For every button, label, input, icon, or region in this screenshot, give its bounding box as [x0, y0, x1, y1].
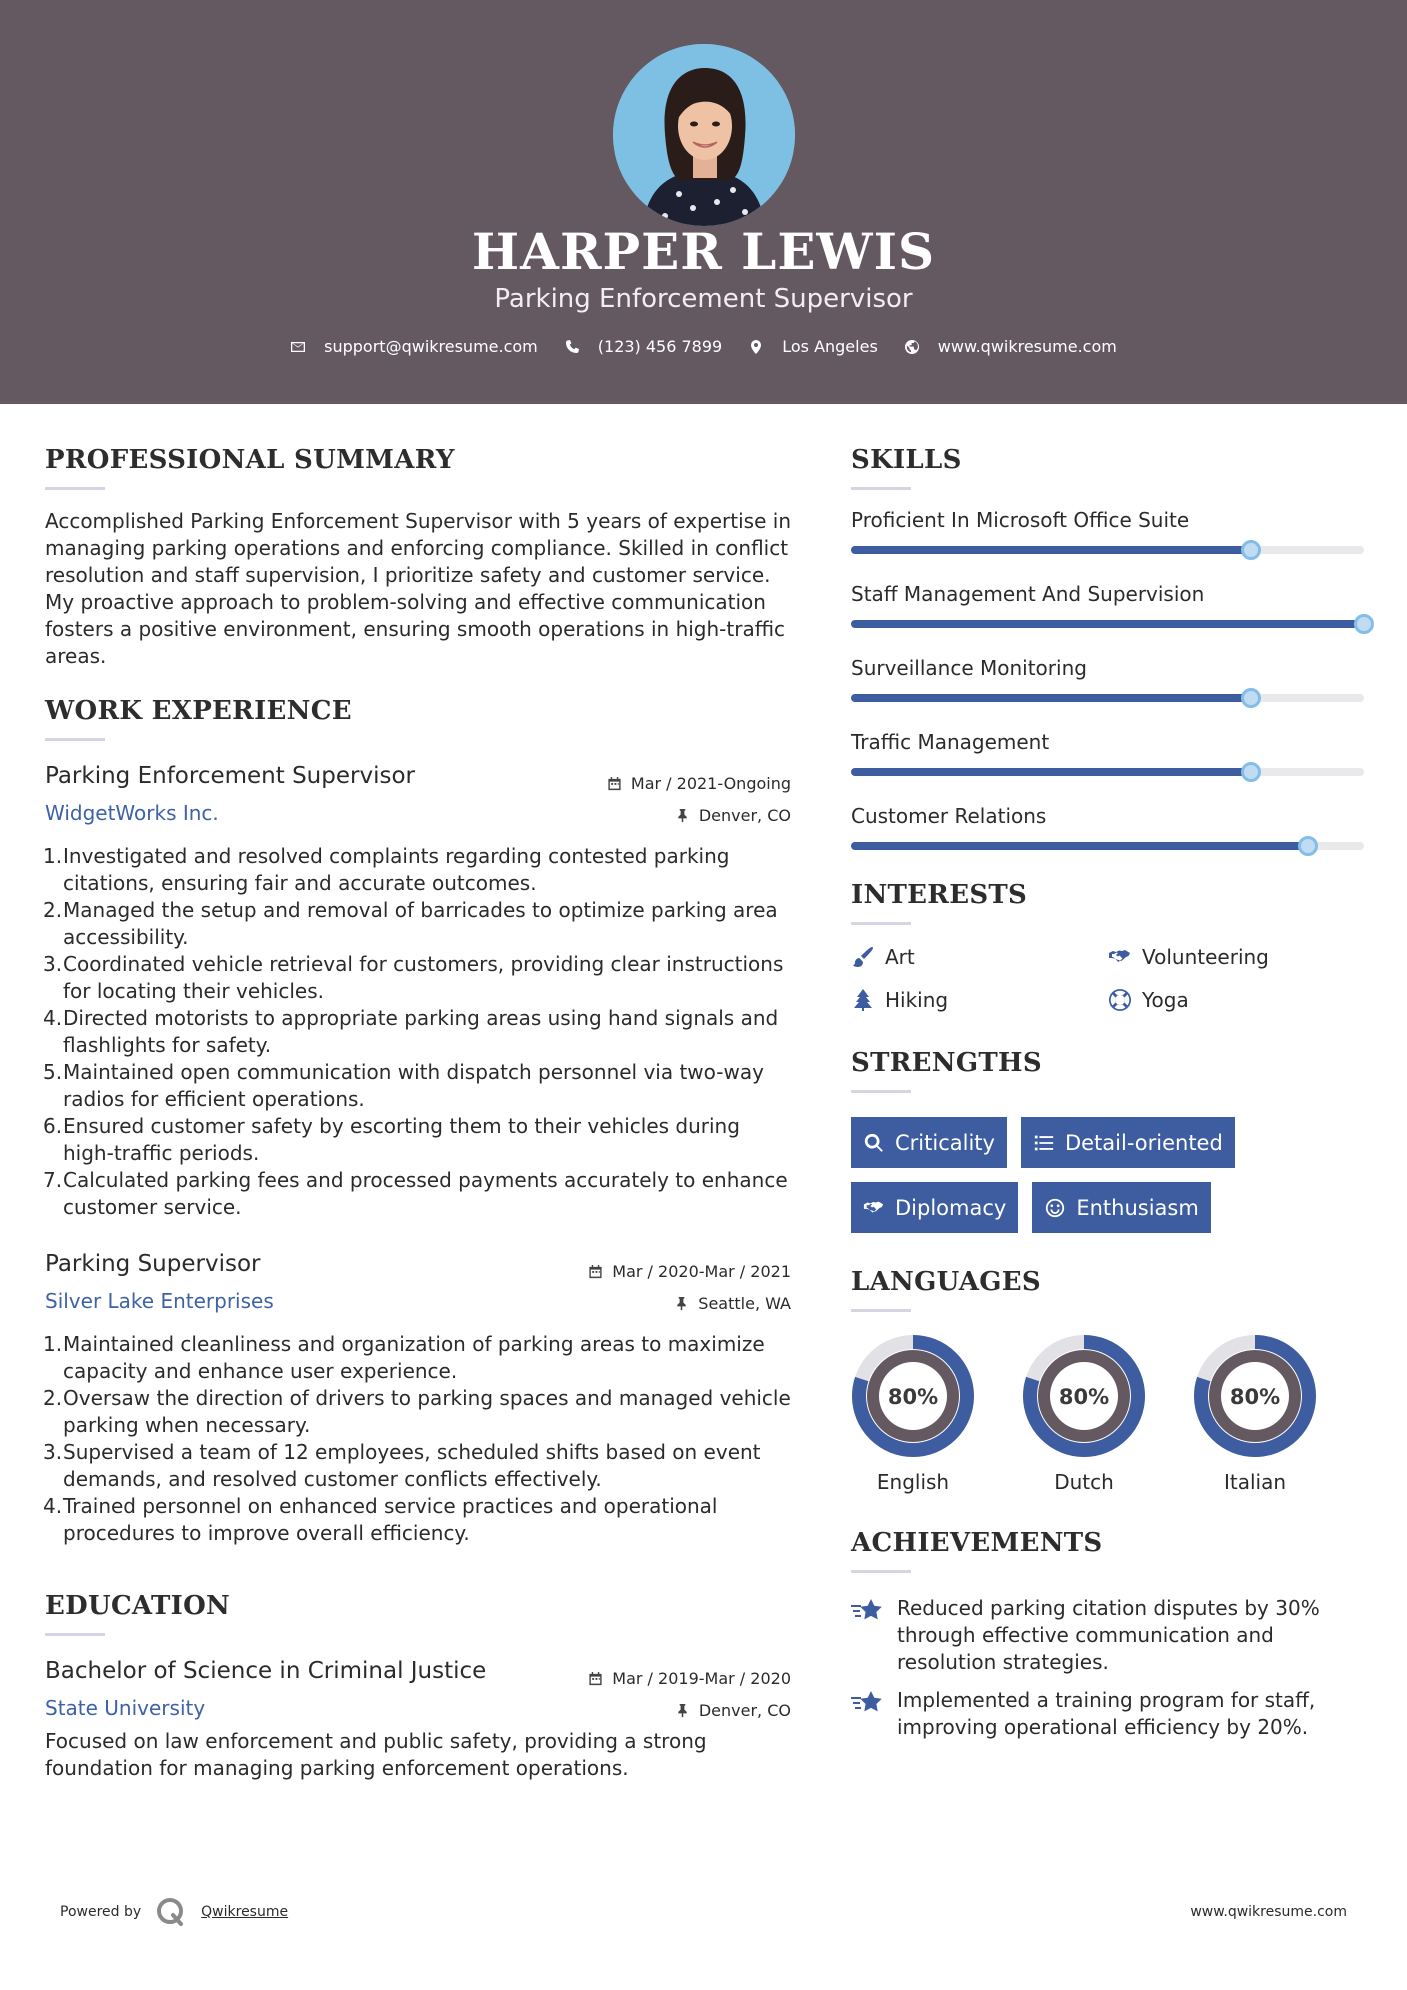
right-column	[851, 445, 1366, 1741]
interests-list	[851, 945, 1366, 1012]
section-divider	[45, 487, 105, 490]
job-location: Denver, CO	[698, 805, 791, 825]
star-icon	[851, 1689, 883, 1717]
interest-label: Volunteering	[1142, 945, 1269, 969]
lifebuoy-icon	[1108, 988, 1132, 1012]
list-item: 1. Investigated and resolved complaints regarding contested parking citations, ensuring fair and accurate outcomes.	[43, 844, 730, 895]
contact-location	[748, 337, 878, 356]
summary-section	[45, 445, 791, 670]
education-description: Focused on law enforcement and public safety, providing a strong foundation for managing parking enforcement operations.	[45, 1729, 707, 1780]
duty-list	[45, 1331, 791, 1547]
achievements-heading: ACHIEVEMENTS	[851, 1528, 1103, 1558]
section-divider	[851, 1309, 911, 1312]
interest-item	[851, 945, 1108, 969]
search-icon	[863, 1132, 885, 1154]
job-meta	[588, 1255, 791, 1319]
skill-bar	[851, 768, 1364, 776]
skill-bar-fill	[851, 546, 1251, 554]
education-section	[45, 1591, 791, 1782]
left-column	[45, 445, 791, 1782]
education-entry	[45, 1658, 791, 1782]
experience-section	[45, 696, 791, 1547]
globe-icon	[904, 339, 920, 355]
calendar-icon	[607, 776, 622, 791]
pushpin-icon	[675, 1703, 690, 1718]
job-title: Parking Supervisor	[45, 1251, 261, 1277]
language-name: Dutch	[1054, 1470, 1114, 1494]
section-divider	[851, 1570, 911, 1573]
skill-label: Traffic Management	[851, 730, 1050, 754]
skill-bar-fill	[851, 694, 1251, 702]
interest-item	[1108, 988, 1365, 1012]
section-divider	[45, 738, 105, 741]
education-meta	[588, 1662, 791, 1726]
language-progress-ring	[1022, 1334, 1146, 1458]
list-item: 2. Oversaw the direction of drivers to parking spaces and managed vehicle parking when necessary.	[43, 1386, 791, 1437]
interest-item	[851, 988, 1108, 1012]
strength-label: Detail-oriented	[1064, 1130, 1223, 1155]
resume-header	[0, 0, 1407, 404]
achievement-text: Implemented a training program for staff, improving operational efficiency by 20%.	[897, 1688, 1316, 1739]
degree-title: Bachelor of Science in Criminal Justice	[45, 1658, 487, 1684]
languages-heading: LANGUAGES	[851, 1267, 1041, 1297]
strength-tag	[851, 1117, 1007, 1168]
language-name: Italian	[1223, 1470, 1287, 1494]
pushpin-icon	[674, 1296, 689, 1311]
list-item: 4. Directed motorists to appropriate parking areas using hand signals and flashlights for safety.	[43, 1006, 779, 1057]
skills-list	[851, 508, 1366, 850]
star-icon	[851, 1597, 883, 1625]
language-item	[1022, 1334, 1193, 1494]
skill-label: Proficient In Microsoft Office Suite	[851, 508, 1190, 532]
education-heading: EDUCATION	[45, 1591, 231, 1621]
skill-bar	[851, 842, 1364, 850]
language-percent: 80%	[1058, 1385, 1110, 1409]
skill-item	[851, 804, 1366, 850]
contact-bar	[0, 337, 1407, 356]
section-divider	[851, 1090, 911, 1093]
strength-tag	[1021, 1117, 1235, 1168]
job-company: WidgetWorks Inc.	[45, 801, 219, 825]
skill-bar-knob	[1241, 762, 1261, 782]
contact-location-text: Los Angeles	[782, 337, 878, 356]
duty-list	[45, 843, 791, 1221]
powered-by-label: Powered by	[60, 1904, 142, 1920]
languages-section	[851, 1267, 1366, 1494]
job-date: Mar / 2020-Mar / 2021	[612, 1261, 791, 1281]
footer-website[interactable]: www.qwikresume.com	[1190, 1904, 1347, 1920]
skill-bar	[851, 546, 1364, 554]
skill-bar-knob	[1354, 614, 1374, 634]
achievement-text: Reduced parking citation disputes by 30% through effective communication and resolution strategies.	[897, 1596, 1320, 1674]
achievements-section	[851, 1528, 1366, 1741]
skill-item	[851, 730, 1366, 776]
handshake-icon	[1108, 945, 1132, 969]
list-item: 4. Trained personnel on enhanced service practices and operational procedures to improve overall efficiency.	[43, 1494, 718, 1545]
skill-item	[851, 656, 1366, 702]
education-location: Denver, CO	[698, 1700, 791, 1720]
job-meta	[607, 767, 791, 831]
skill-bar-knob	[1298, 836, 1318, 856]
envelope-icon	[290, 339, 306, 355]
list-item: 3. Coordinated vehicle retrieval for customers, providing clear instructions for locating their vehicles.	[43, 952, 784, 1003]
skill-bar	[851, 620, 1364, 628]
contact-website[interactable]	[904, 337, 1117, 356]
skill-bar-fill	[851, 842, 1308, 850]
summary-heading: PROFESSIONAL SUMMARY	[45, 445, 455, 475]
school-name: State University	[45, 1696, 206, 1720]
skills-heading: SKILLS	[851, 445, 962, 475]
paintbrush-icon	[851, 945, 875, 969]
language-percent: 80%	[1229, 1385, 1281, 1409]
job-entry	[45, 1251, 791, 1547]
achievement-item	[851, 1595, 1366, 1676]
list-item: 1. Maintained cleanliness and organization of parking areas to maximize capacity and enhance user experience.	[43, 1332, 765, 1383]
avatar-illustration	[613, 44, 795, 226]
skills-section	[851, 445, 1366, 850]
profile-photo	[613, 44, 795, 226]
skill-item	[851, 582, 1366, 628]
interests-section	[851, 880, 1366, 1012]
interest-label: Art	[885, 945, 915, 969]
list-item: 5. Maintained open communication with dispatch personnel via two-way radios for efficient operations.	[43, 1060, 764, 1111]
achievement-item	[851, 1687, 1366, 1741]
interest-label: Hiking	[885, 988, 949, 1012]
strength-tag	[1032, 1182, 1210, 1233]
job-location: Seattle, WA	[698, 1293, 791, 1313]
brand-link[interactable]: Qwikresume	[201, 1904, 289, 1920]
contact-website-text: www.qwikresume.com	[937, 337, 1117, 356]
tree-icon	[851, 988, 875, 1012]
contact-phone-text: (123) 456 7899	[597, 337, 723, 356]
list-item: 2. Managed the setup and removal of barricades to optimize parking area accessibility.	[43, 898, 778, 949]
candidate-name: HARPER LEWIS	[471, 222, 936, 281]
language-name: English	[876, 1470, 950, 1494]
strengths-heading: STRENGTHS	[851, 1048, 1042, 1078]
job-entry	[45, 763, 791, 1221]
smile-icon	[1044, 1197, 1066, 1219]
strength-label: Enthusiasm	[1076, 1195, 1199, 1220]
experience-heading: WORK EXPERIENCE	[45, 696, 352, 726]
contact-email[interactable]	[290, 337, 538, 356]
calendar-icon	[588, 1264, 603, 1279]
candidate-title: Parking Enforcement Supervisor	[494, 284, 913, 314]
education-date: Mar / 2019-Mar / 2020	[612, 1668, 791, 1688]
strength-tag	[851, 1182, 1018, 1233]
pushpin-icon	[675, 808, 690, 823]
job-date: Mar / 2021-Ongoing	[630, 773, 791, 793]
skill-item	[851, 508, 1366, 554]
skill-label: Surveillance Monitoring	[851, 656, 1087, 680]
skill-label: Staff Management And Supervision	[851, 582, 1205, 606]
interests-heading: INTERESTS	[851, 880, 1028, 910]
qwikresume-logo-icon	[155, 1896, 187, 1928]
list-item: 6. Ensured customer safety by escorting them to their vehicles during high-traffic periods.	[43, 1114, 740, 1165]
phone-icon	[564, 339, 580, 355]
handshake-icon	[863, 1197, 885, 1219]
list-icon	[1033, 1132, 1055, 1154]
skill-bar-knob	[1241, 688, 1261, 708]
skill-bar-fill	[851, 620, 1364, 628]
section-divider	[851, 487, 911, 490]
skill-bar-fill	[851, 768, 1251, 776]
contact-phone[interactable]	[564, 337, 722, 356]
section-divider	[851, 922, 911, 925]
language-item	[851, 1334, 1022, 1494]
languages-list	[851, 1334, 1366, 1494]
language-progress-ring	[1193, 1334, 1317, 1458]
skill-bar-knob	[1241, 540, 1261, 560]
contact-email-text: support@qwikresume.com	[324, 337, 538, 356]
footer-powered-by	[60, 1896, 288, 1928]
strength-label: Criticality	[895, 1130, 995, 1155]
interest-item	[1108, 945, 1365, 969]
strength-label: Diplomacy	[895, 1195, 1007, 1220]
skill-label: Customer Relations	[851, 804, 1047, 828]
list-item: 7. Calculated parking fees and processed payments accurately to enhance customer service.	[43, 1168, 788, 1219]
calendar-icon	[588, 1671, 603, 1686]
interest-label: Yoga	[1142, 988, 1189, 1012]
job-company: Silver Lake Enterprises	[45, 1289, 274, 1313]
summary-text: Accomplished Parking Enforcement Supervisor with 5 years of expertise in managing parking operations and enforcing compliance. Skilled in conflict resolution and staff supervision, I prioritize safety and customer service. My proactive approach to problem-solving and effective communication fosters a positive environment, ensuring smooth operations in high-traffic areas.	[45, 509, 791, 668]
language-progress-ring	[851, 1334, 975, 1458]
section-divider	[45, 1633, 105, 1636]
list-item: 3. Supervised a team of 12 employees, scheduled shifts based on event demands, and resolved customer conflicts effectively.	[43, 1440, 761, 1491]
language-percent: 80%	[887, 1385, 939, 1409]
language-item	[1193, 1334, 1364, 1494]
location-pin-icon	[748, 339, 764, 355]
strengths-section	[851, 1048, 1366, 1233]
job-title: Parking Enforcement Supervisor	[45, 763, 415, 789]
skill-bar	[851, 694, 1364, 702]
strengths-list	[851, 1117, 1366, 1233]
